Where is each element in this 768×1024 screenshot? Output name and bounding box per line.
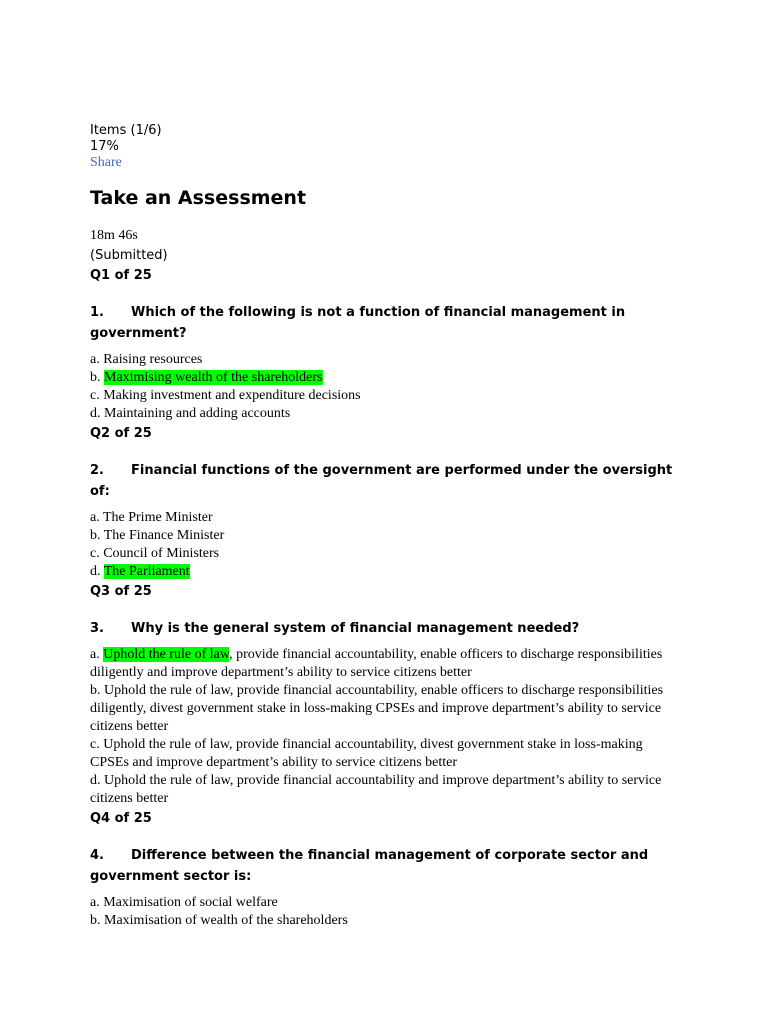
option-prefix: b. — [90, 683, 104, 698]
answer-option[interactable] — [90, 405, 680, 423]
items-progress: Items (1/6) — [90, 123, 162, 138]
option-prefix: a. — [90, 895, 104, 910]
timer: 18m 46s — [90, 228, 138, 243]
answer-option[interactable] — [90, 527, 680, 545]
option-text: Council of Ministers — [103, 546, 220, 561]
question-count: Q3 of 25 — [90, 584, 152, 599]
answer-option[interactable] — [90, 387, 680, 405]
question-text — [90, 845, 680, 887]
option-highlight: Maximising wealth of the shareholders — [104, 370, 323, 385]
option-prefix: a. — [90, 352, 104, 367]
option-prefix: d. — [90, 773, 104, 788]
question-block-2 — [90, 425, 680, 581]
answer-options — [90, 509, 680, 581]
question-block-3 — [90, 583, 680, 808]
question-body: Financial functions of the government are performed under the oversight of: — [90, 463, 673, 499]
option-prefix: a. — [90, 510, 103, 525]
question-number: 2. — [90, 463, 104, 478]
answer-option[interactable] — [90, 912, 680, 930]
option-text: Maximisation of social welfare — [103, 895, 278, 910]
answer-option[interactable] — [90, 351, 680, 369]
question-number: 1. — [90, 305, 104, 320]
question-block-4 — [90, 810, 680, 930]
question-body: Which of the following is not a function of financial management in government? — [90, 305, 626, 341]
option-prefix: d. — [90, 564, 104, 579]
option-text: Maintaining and adding accounts — [104, 406, 291, 421]
answer-option[interactable] — [90, 646, 680, 682]
option-prefix: c. — [90, 546, 104, 561]
answer-option[interactable] — [90, 736, 680, 772]
question-block-1 — [90, 267, 680, 423]
question-text — [90, 618, 680, 639]
submission-status: (Submitted) — [90, 248, 168, 263]
question-count: Q4 of 25 — [90, 811, 152, 826]
option-text: Making investment and expenditure decisions — [103, 388, 361, 403]
answer-option[interactable] — [90, 369, 680, 387]
answer-option[interactable] — [90, 682, 680, 736]
question-number: 4. — [90, 848, 104, 863]
question-number: 3. — [90, 621, 104, 636]
answer-options — [90, 351, 680, 423]
option-text: The Prime Minister — [102, 510, 213, 525]
answer-options — [90, 894, 680, 930]
option-text: Uphold the rule of law, provide financial accountability and improve department’s ability to service citizens better — [90, 773, 662, 806]
option-prefix: a. — [90, 647, 104, 662]
answer-option[interactable] — [90, 545, 680, 563]
option-prefix: d. — [90, 406, 104, 421]
option-text: , provide financial accountability, enable officers to discharge responsibilities diligently and improve department’s ability to service citizens better — [90, 647, 663, 680]
option-prefix: b. — [90, 913, 104, 928]
question-body: Why is the general system of financial management needed? — [131, 621, 580, 636]
question-text — [90, 302, 680, 344]
share-link[interactable]: Share — [90, 155, 122, 170]
question-count: Q1 of 25 — [90, 268, 152, 283]
answer-option[interactable] — [90, 563, 680, 581]
option-text: Uphold the rule of law, provide financial accountability, divest government stake in loss-making CPSEs and improve department’s ability to service citizens better — [90, 737, 643, 770]
page-title: Take an Assessment — [90, 187, 307, 209]
option-highlight: The Parliament — [103, 564, 190, 579]
answer-option[interactable] — [90, 509, 680, 527]
option-text: The Finance Minister — [103, 528, 225, 543]
option-prefix: b. — [90, 528, 104, 543]
option-prefix: b. — [90, 370, 104, 385]
assessment-page — [90, 123, 680, 930]
answer-options — [90, 646, 680, 808]
option-text: Maximisation of wealth of the shareholders — [104, 913, 348, 928]
answer-option[interactable] — [90, 772, 680, 808]
question-text — [90, 460, 680, 502]
option-prefix: c. — [90, 737, 104, 752]
option-prefix: c. — [90, 388, 104, 403]
progress-percent: 17% — [90, 139, 119, 154]
option-text: Uphold the rule of law, provide financial accountability, enable officers to discharge responsibilities diligently, divest government stake in loss-making CPSEs and improve department’s ability to service citizens better — [90, 683, 664, 734]
answer-option[interactable] — [90, 894, 680, 912]
option-highlight: Uphold the rule of law — [103, 647, 230, 662]
option-text: Raising resources — [103, 352, 203, 367]
question-count: Q2 of 25 — [90, 426, 152, 441]
question-body: Difference between the financial management of corporate sector and government sector is: — [90, 848, 649, 884]
